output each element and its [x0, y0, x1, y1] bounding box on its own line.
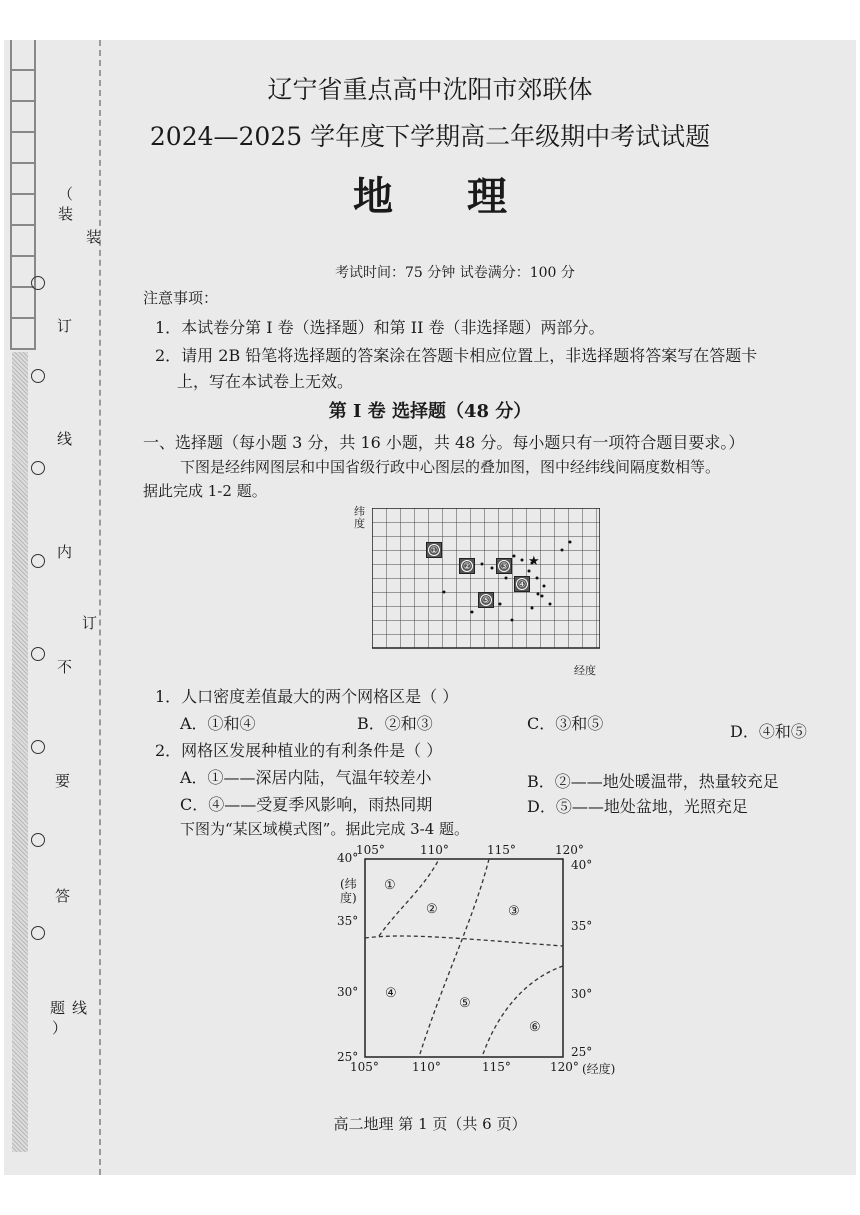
fig2-right-tick: 40° [571, 858, 593, 872]
q1-option-d[interactable]: D．④和⑤ [730, 722, 807, 741]
note-item: 2．请用 2B 铅笔将选择题的答案涂在答题卡相应位置上，非选择题将答案写在答题卡 [155, 346, 758, 365]
intro-text-2: 下图为“某区域模式图”。据此完成 3-4 题。 [180, 820, 470, 838]
fig2-bottom-tick: 120° [550, 1060, 579, 1074]
binding-hole [31, 276, 45, 290]
gutter-char: 内 [57, 543, 73, 561]
region-label: ⑥ [529, 1020, 541, 1035]
grid-lines [372, 508, 600, 658]
exam-title-line2: 2024—2025 学年度下学期高二年级期中考试试题 [149, 122, 711, 151]
gutter-char: 题 [50, 999, 66, 1017]
region-label: ⑤ [459, 996, 471, 1011]
fig2-top-tick: 120° [555, 843, 584, 857]
fig2-right-tick: 25° [571, 1045, 593, 1059]
question-2-stem: 2．网格区发展种植业的有利条件是（ ） [155, 741, 443, 760]
gutter-char: 订 [57, 317, 73, 335]
grid-zone-3: ③ [496, 558, 512, 574]
intro-text: 下图是经纬网图层和中国省级行政中心图层的叠加图，图中经纬线间隔度数相等。 [180, 458, 721, 476]
grid-zone-2: ② [459, 558, 475, 574]
notes-title: 注意事项： [143, 289, 219, 307]
section-instruction: 一、选择题（每小题 3 分，共 16 小题，共 48 分。每小题只有一项符合题目要求。） [143, 433, 745, 452]
subject-title: 地 理 [353, 173, 537, 220]
q2-option-d[interactable]: D．⑤——地处盆地，光照充足 [527, 797, 748, 816]
q2-option-b[interactable]: B．②——地处暖温带，热量较充足 [527, 772, 779, 791]
gutter-char: 订 [82, 614, 98, 632]
fig2-top-tick: 105° [356, 843, 385, 857]
binding-hole [31, 369, 45, 383]
q1-option-a[interactable]: A．①和④ [180, 714, 256, 733]
fig2-left-tick: 40° [337, 851, 359, 865]
fig2-top-tick: 110° [420, 843, 449, 857]
grid-zone-5: ⑤ [478, 592, 494, 608]
note-item: 1．本试卷分第 I 卷（选择题）和第 II 卷（非选择题）两部分。 [155, 318, 605, 337]
intro-text: 据此完成 1-2 题。 [143, 482, 267, 500]
fig2-left-tick: 30° [337, 985, 359, 999]
fig2-left-tick: 35° [337, 914, 359, 928]
gutter-char: 线 [57, 430, 73, 448]
gutter-char: （ [58, 185, 74, 203]
gutter-char: 要 [55, 772, 71, 790]
q1-option-b[interactable]: B．②和③ [357, 714, 433, 733]
binding-hole [31, 740, 45, 754]
binding-hole [31, 926, 45, 940]
section-title: 第 I 卷 选择题（48 分） [328, 401, 532, 422]
question-1-stem: 1．人口密度差值最大的两个网格区是（ ） [155, 687, 459, 706]
figure1-ylabel: 纬度 [354, 505, 365, 530]
fig2-right-tick: 30° [571, 987, 593, 1001]
exam-title-line1: 辽宁省重点高中沈阳市郊联体 [267, 75, 593, 104]
q2-option-c[interactable]: C．④——受夏季风影响，雨热同期 [180, 795, 433, 814]
q1-option-c[interactable]: C．③和⑤ [527, 714, 604, 733]
gutter-char: 装 [86, 228, 102, 246]
exam-info: 考试时间：75 分钟 试卷满分：100 分 [335, 265, 575, 281]
region-label: ④ [385, 986, 397, 1001]
gutter-char: ） [52, 1019, 68, 1037]
binding-hole [31, 554, 45, 568]
gutter-hatch [12, 352, 28, 1152]
region-label: ① [384, 878, 396, 893]
binding-hole [31, 647, 45, 661]
fig2-bottom-tick: 115° [482, 1060, 511, 1074]
grid-zone-1: ① [426, 542, 442, 558]
gutter-char: 不 [57, 658, 73, 676]
note-item: 上，写在本试卷上无效。 [177, 372, 354, 391]
region-label: ② [426, 902, 438, 917]
fig2-xlabel: (经度) [582, 1062, 616, 1076]
grid-map-figure [372, 508, 600, 658]
gutter-char: 线 [72, 999, 88, 1017]
q2-option-a[interactable]: A．①——深居内陆，气温年较差小 [180, 768, 432, 787]
binding-hole [31, 833, 45, 847]
fig2-bottom-tick: 110° [412, 1060, 441, 1074]
svg-text:★: ★ [528, 554, 540, 569]
fig2-right-tick: 35° [571, 919, 593, 933]
gutter-char: 答 [55, 887, 71, 905]
fig2-left-tick: 25° [337, 1050, 359, 1064]
fig2-top-tick: 115° [487, 843, 516, 857]
region-model-map [364, 858, 564, 1058]
binding-hole [31, 461, 45, 475]
fig2-ylabel: (纬度) [340, 877, 357, 905]
page-footer: 高二地理 第 1 页（共 6 页） [333, 1115, 527, 1133]
grid-zone-4: ④ [514, 576, 530, 592]
figure1-xlabel: 经度 [574, 664, 596, 677]
gutter-char: 装 [58, 205, 74, 223]
region-label: ③ [508, 904, 520, 919]
fig2-bottom-tick: 105° [350, 1060, 379, 1074]
